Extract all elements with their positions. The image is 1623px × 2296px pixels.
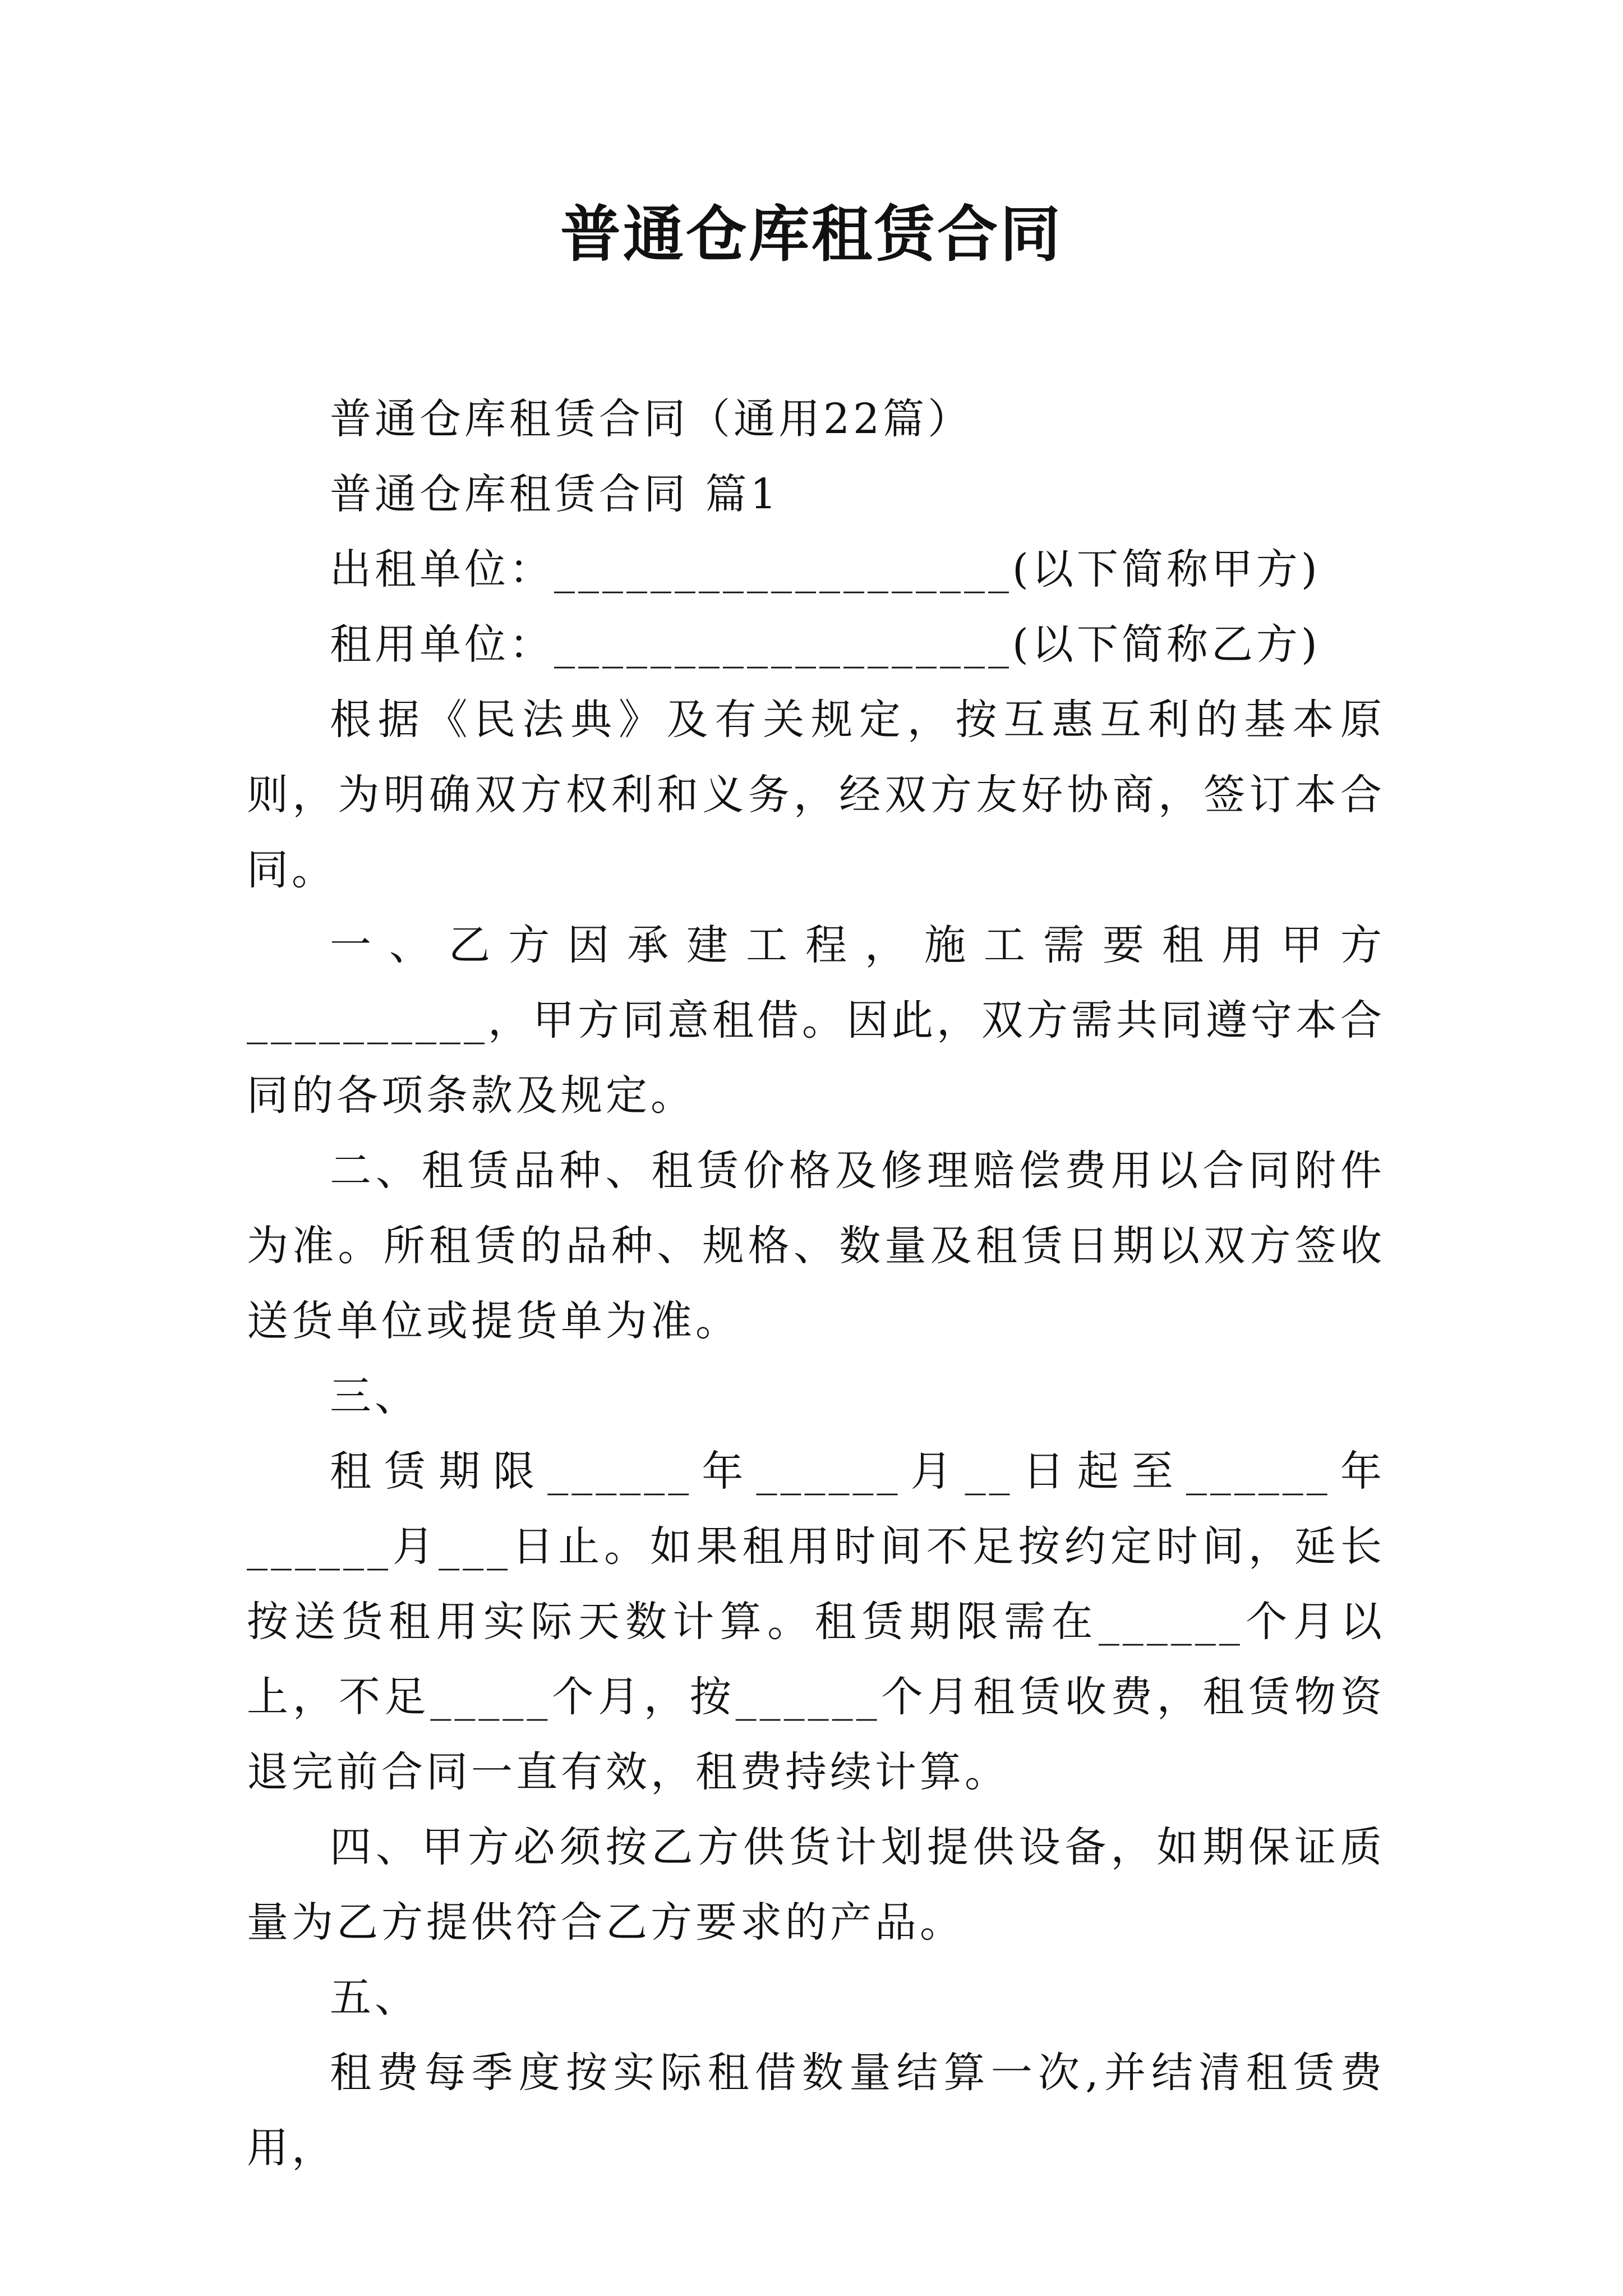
preamble-paragraph: 根据《民法典》及有关规定，按互惠互利的基本原则，为明确双方权利和义务，经双方友好协商，签订本合同。 bbox=[247, 696, 1385, 894]
subtitle-line: 普通仓库租赁合同（通用22篇） bbox=[330, 395, 973, 443]
lessor-line: 出租单位：___________________(以下简称甲方) bbox=[330, 545, 1321, 593]
clause-4-paragraph: 四、甲方必须按乙方供货计划提供设备，如期保证质量为乙方提供符合乙方要求的产品。 bbox=[247, 1823, 1385, 1947]
clause-2-paragraph: 二、租赁品种、租赁价格及修理赔偿费用以合同附件为准。所租赁的品种、规格、数量及租赁日期以双方签收送货单位或提货单为准。 bbox=[247, 1147, 1385, 1345]
clause-5-heading: 五、 bbox=[330, 1973, 419, 2022]
clause-5-paragraph: 租费每季度按实际租借数量结算一次,并结清租赁费用， bbox=[247, 2049, 1385, 2172]
clause-1-paragraph: 一、乙方因承建工程，施工需要租用甲方__________，甲方同意租借。因此，双方需共同遵守本合同的各项条款及规定。 bbox=[247, 921, 1385, 1120]
section-heading: 普通仓库租赁合同 篇1 bbox=[330, 470, 780, 518]
document-title: 普通仓库租赁合同 bbox=[560, 199, 1063, 270]
clause-3-heading: 三、 bbox=[330, 1372, 419, 1420]
document-body bbox=[247, 381, 1385, 2185]
lessee-line: 租用单位：___________________(以下简称乙方) bbox=[330, 620, 1321, 669]
clause-3-paragraph: 租赁期限______年______月__日起至______年______月___日止。如果租用时间不足按约定时间，延长按送货租用实际天数计算。租赁期限需在______个月以上，不足_____个月，按______个月租赁收费，租赁物资退完前合同一直有效，租费持续计算。 bbox=[247, 1447, 1385, 1796]
